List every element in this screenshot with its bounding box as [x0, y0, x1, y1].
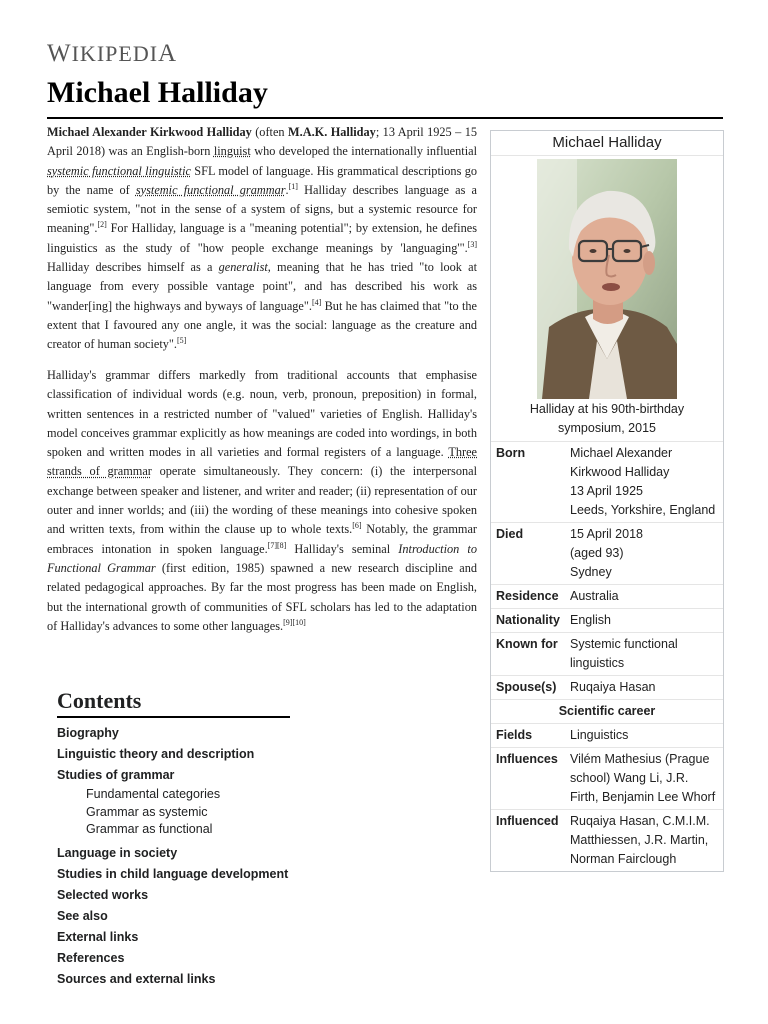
infobox-row-died — [491, 522, 723, 584]
lead-text: For Halliday, language is a "meaning potential"; by extension, he defines linguistics as the study of "how people exchange meanings by 'languaging'". — [47, 221, 477, 255]
born-value — [570, 442, 723, 522]
infobox-row-influenced — [491, 809, 723, 871]
born-date: 13 April 1925 — [570, 484, 643, 498]
influences-value[interactable]: Vilém Mathesius (Prague school) Wang Li, J.R. Firth, Benjamin Lee Whorf — [570, 752, 716, 804]
ref-6[interactable]: [6] — [352, 521, 362, 531]
contents-divider — [57, 716, 290, 718]
spouse-value[interactable]: Ruqaiya Hasan — [570, 680, 656, 694]
title-divider — [47, 117, 723, 119]
lead-text: Halliday describes himself as a — [47, 260, 219, 275]
toc-see-also[interactable]: See also — [57, 908, 108, 923]
ref-5[interactable]: [5] — [177, 336, 187, 346]
grammar-paragraph — [47, 366, 477, 636]
influences-label: Influences — [496, 752, 558, 766]
infobox-row-known-for — [491, 632, 723, 675]
body-text: Notably, the grammar embraces intonation in spoken language. — [47, 522, 477, 556]
residence-value[interactable]: Australia — [570, 589, 619, 603]
subject-full-name: Michael Alexander Kirkwood Halliday — [47, 125, 252, 139]
body-text: Halliday's grammar differs markedly from traditional accounts that emphasise classification of individual words (e.g. noun, verb, pronoun, preposition) in formal, written sentences in a restricted number of "valued" varieties of English. Halliday's model conceives grammar explicitly as how meanings are coded into wordings, in both spoken and written modes in all varieties and formal registers of a language. — [47, 368, 477, 460]
fields-label: Fields — [496, 728, 533, 742]
ref-7-8[interactable]: [7][8] — [267, 540, 287, 550]
lead-text: Halliday describes language as a semiotic system, "not in the sense of a system of signs, but a systemic resource for meaning". — [47, 182, 477, 236]
ref-4[interactable]: [4] — [311, 297, 322, 307]
born-label: Born — [496, 446, 526, 460]
infobox-row-fields — [491, 723, 723, 747]
link-systemic-functional-grammar[interactable]: systemic functional grammar — [135, 182, 286, 197]
lead-text: SFL model of language. His grammatical descriptions go by the name of — [47, 163, 477, 197]
portrait-illustration — [537, 159, 677, 399]
contents-title: Contents — [57, 688, 142, 713]
body-text: operate simultaneously. They concern: (i) the interpersonal exchange between speaker and listener, and writer and reader; (ii) representation of our outer and inner worlds; and (iii) the wording of these meanings into cohesive spoken and written texts, from within the clause up to whole texts. — [47, 464, 477, 537]
known-for-value[interactable]: Systemic functional linguistics — [570, 637, 678, 670]
photo-caption: Halliday at his 90th-birthday symposium, 2015 — [529, 402, 685, 435]
residence-label: Residence — [496, 589, 559, 603]
died-place[interactable]: Sydney — [570, 565, 612, 579]
infobox-row-influences — [491, 747, 723, 809]
infobox-title: Michael Halliday — [491, 131, 723, 156]
link-linguist[interactable]: linguist — [213, 144, 251, 159]
nationality-value: English — [570, 613, 611, 627]
known-for-label: Known for — [496, 637, 558, 651]
toc-biography[interactable]: Biography — [57, 726, 119, 740]
infobox-row-nationality — [491, 608, 723, 632]
scientific-career-header: Scientific career — [491, 699, 723, 723]
toc-child-language[interactable]: Studies in child language development — [57, 866, 289, 881]
toc-language-in-society[interactable]: Language in society — [57, 845, 178, 860]
toc-grammar-as-systemic[interactable]: Grammar as systemic — [86, 804, 208, 819]
body-text: Halliday's seminal — [286, 541, 399, 556]
influenced-label: Influenced — [496, 814, 559, 828]
toc-references[interactable]: References — [57, 950, 125, 965]
lead-text: , meaning that he has tried "to look at language from every possible vantage point", and has described his work as "wander[ing] the highways and byways of language". — [47, 260, 477, 313]
ref-2[interactable]: [2] — [97, 220, 107, 230]
link-systemic-functional-linguistic[interactable]: systemic functional linguistic — [47, 163, 191, 178]
ref-9-10[interactable]: [9][10] — [283, 617, 306, 627]
body-text: (first edition, 1985) spawned a new research discipline and related pedagogical approaches. By far the most progress has been made on English, but the international growth of communities of SFL scholars has led to the adaptation of Halliday's advances to some other languages. — [47, 560, 478, 633]
toc-fundamental-categories[interactable]: Fundamental categories — [86, 787, 221, 801]
died-age: (aged 93) — [570, 546, 624, 560]
lead-paragraph — [47, 123, 477, 355]
nationality-label: Nationality — [496, 613, 560, 627]
portrait-photo[interactable] — [537, 159, 677, 399]
toc-studies-of-grammar[interactable]: Studies of grammar — [57, 768, 175, 782]
infobox — [490, 130, 724, 872]
page-title: Michael Halliday — [47, 76, 268, 109]
ref-1[interactable]: [1] — [288, 181, 298, 191]
lead-text: ; 13 April 1925 – 15 April 2018) was an English-born — [47, 125, 478, 159]
lead-text: (often — [251, 125, 289, 139]
term-generalist: generalist — [218, 260, 268, 275]
table-of-contents — [57, 686, 297, 990]
toc-group-grammar — [57, 765, 297, 839]
link-three-strands-of-grammar[interactable]: Three strands of grammar — [47, 445, 477, 479]
fields-value[interactable]: Linguistics — [570, 728, 629, 742]
book-title: Introduction to Functional Grammar — [47, 541, 477, 575]
born-name: Michael Alexander Kirkwood Halliday — [570, 446, 673, 479]
born-place[interactable]: Leeds, Yorkshire, England — [570, 503, 716, 517]
toc-linguistic-theory[interactable]: Linguistic theory and description — [57, 747, 255, 761]
lead-text: who developed the internationally influential — [250, 144, 477, 159]
ref-3[interactable]: [3] — [467, 239, 477, 249]
infobox-row-spouse — [491, 675, 723, 699]
died-value — [570, 523, 723, 584]
toc-sources-and-external-links[interactable]: Sources and external links — [57, 971, 216, 986]
wikipedia-logo[interactable]: WIKIPEDIA — [47, 40, 178, 67]
infobox-row-born — [491, 441, 723, 522]
lead-text: But he has claimed that "to the extent that I favoured any one angle, it was the social: language as the creature and creator of human society". — [47, 298, 477, 352]
toc-external-links[interactable]: External links — [57, 929, 139, 944]
died-date: 15 April 2018 — [570, 527, 643, 541]
died-label: Died — [496, 527, 524, 541]
influenced-value[interactable]: Ruqaiya Hasan, C.M.I.M. Matthiessen, J.R. Martin, Norman Fairclough — [570, 814, 710, 866]
toc-grammar-as-functional[interactable]: Grammar as functional — [86, 822, 213, 836]
spouse-label: Spouse(s) — [496, 680, 557, 694]
subject-short-name: M.A.K. Halliday — [288, 125, 376, 139]
lead-text: . — [285, 182, 289, 197]
infobox-row-residence — [491, 584, 723, 608]
toc-selected-works[interactable]: Selected works — [57, 887, 149, 902]
